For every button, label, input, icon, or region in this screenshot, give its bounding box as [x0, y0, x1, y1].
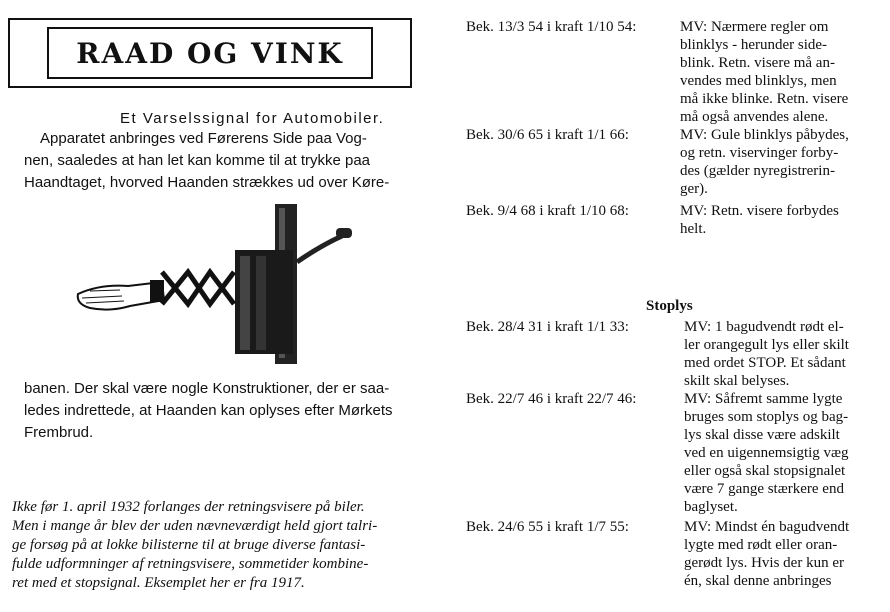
regulation-line: MV: Såfremt samme lygte [684, 391, 843, 407]
article-paragraph-1 [24, 128, 412, 194]
regulation-line: skilt skal belyses. [684, 373, 790, 389]
history-caption [12, 498, 416, 593]
regulation-label: Bek. 24/6 55 i kraft 1/7 55: [466, 519, 629, 535]
regulation-text [680, 202, 839, 238]
regulation-label: Bek. 22/7 46 i kraft 22/7 46: [466, 391, 637, 407]
regulation-line: ved en uigennemsigtig væg [684, 445, 849, 461]
regulation-line: MV: 1 bagudvendt rødt el- [684, 319, 844, 335]
regulation-line: gerødt lys. Hvis der kun er [684, 555, 844, 571]
regulation-line: des (gælder nyregistrerin- [680, 163, 835, 179]
hand-icon [78, 280, 164, 310]
regulation-line: må ikke blinke. Retn. visere [680, 91, 849, 107]
regulation-line: MV: Gule blinklys påbydes, [680, 127, 849, 143]
regulation-text [684, 518, 849, 590]
regulation-line: eller også skal stopsignalet [684, 463, 846, 479]
regulation-line: helt. [680, 221, 707, 237]
regulation-line: MV: Retn. visere forbydes [680, 203, 839, 219]
regulation-line: ler orangegult lys eller skilt [684, 337, 849, 353]
article-subtitle: Et Varselssignal for Automobiler. [120, 110, 385, 127]
regulation-text [680, 126, 849, 198]
caption-line: ge forsøg på at lokke bilisterne til at bruge diverse fantasi- [12, 537, 366, 553]
crank-handle [297, 236, 342, 262]
hand-signal-illustration [70, 196, 360, 366]
article-paragraph-2 [24, 378, 412, 444]
heading-banner-inner-frame [47, 27, 373, 79]
regulation-line: MV: Nærmere regler om [680, 19, 829, 35]
caption-line: fulde udformninger af retningsvisere, sommetider kombine- [12, 556, 369, 572]
paragraph-line: banen. Der skal være nogle Konstruktioner, der er saa- [24, 380, 390, 397]
paragraph-line: nen, saaledes at han let kan komme til at trykke paa [24, 152, 371, 169]
regulation-line: bruges som stoplys og bag- [684, 409, 849, 425]
regulation-line: blink. Retn. visere må an- [680, 55, 835, 71]
banner-title: RAAD OG VINK [76, 36, 344, 70]
paragraph-line: Haandtaget, hvorved Haanden strækkes ud over Køre- [24, 174, 390, 191]
regulation-line: MV: Mindst én bagudvendt [684, 519, 850, 535]
regulation-line: og retn. viservinger forby- [680, 145, 839, 161]
regulation-label: Bek. 9/4 68 i kraft 1/10 68: [466, 203, 629, 219]
regulation-line: må også anvendes alene. [680, 109, 829, 125]
regulation-line: med ordet STOP. Et sådant [684, 355, 846, 371]
paragraph-line: Apparatet anbringes ved Førerens Side paa Vog- [40, 130, 367, 147]
regulation-label: Bek. 28/4 31 i kraft 1/1 33: [466, 319, 629, 335]
caption-line: Men i mange år blev der uden nævneværdigt held gjort talri- [12, 518, 378, 534]
heading-banner [8, 18, 412, 88]
paragraph-line: Frembrud. [24, 424, 94, 441]
caption-line: ret med et stopsignal. Eksemplet her er fra 1917. [12, 575, 305, 591]
caption-line: Ikke før 1. april 1932 forlanges der retningsvisere på biler. [12, 499, 365, 515]
regulation-line: blinklys - herunder side- [680, 37, 828, 53]
paragraph-line: ledes indrettede, at Haanden kan oplyses efter Mørkets [24, 402, 393, 419]
regulation-text [684, 318, 849, 390]
regulation-line: lys skal disse være adskilt [684, 427, 840, 443]
regulation-line: vendes med blinklys, men [680, 73, 837, 89]
regulation-line: være 7 gange stærkere end [684, 481, 844, 497]
regulation-label: Bek. 30/6 65 i kraft 1/1 66: [466, 127, 629, 143]
regulation-line: én, skal denne anbringes [684, 573, 832, 589]
regulation-text [680, 18, 848, 126]
regulation-line: lygte med rødt eller oran- [684, 537, 838, 553]
scissor-arm [162, 272, 234, 304]
regulation-text [684, 390, 849, 516]
section-heading-stoplys: Stoplys [646, 298, 693, 314]
regulation-label: Bek. 13/3 54 i kraft 1/10 54: [466, 19, 637, 35]
regulation-line: ger). [680, 181, 708, 197]
regulation-line: baglyset. [684, 499, 738, 515]
